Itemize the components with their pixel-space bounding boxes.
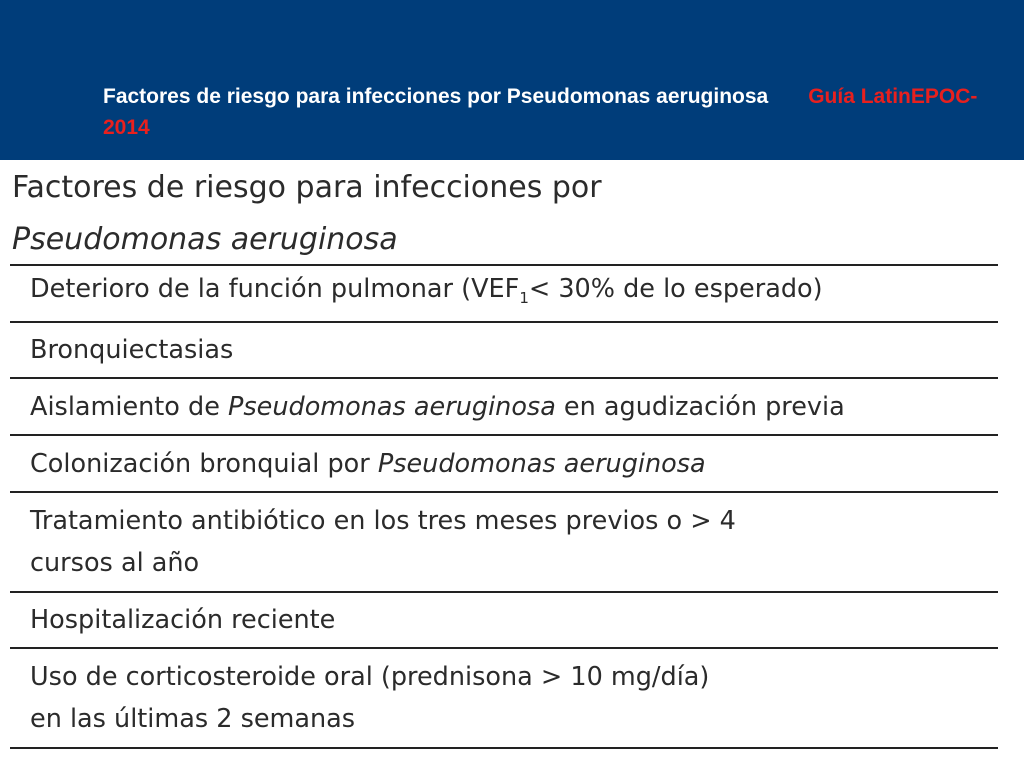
row-text-part: en agudización previa	[555, 391, 845, 422]
row-line1: Uso de corticosteroide oral (prednisona > 10 mg/día)	[30, 662, 710, 692]
table-row	[10, 379, 998, 436]
row-line1: Tratamiento antibiótico en los tres meses previos o > 4	[30, 506, 736, 536]
row-text-part: Deterioro de la función pulmonar (VEF	[30, 273, 520, 304]
risk-factor-table	[10, 264, 998, 749]
row-line2: cursos al año	[30, 548, 200, 578]
row-text-part: Colonización bronquial por	[30, 448, 378, 479]
header-banner	[0, 0, 1024, 160]
slide-title-text: Factores de riesgo para infecciones por Pseudomonas aeruginosa	[103, 85, 769, 108]
table-row	[10, 436, 998, 493]
table-row	[10, 493, 998, 593]
slide-title	[103, 81, 983, 143]
table-title-line1: Factores de riesgo para infecciones por	[12, 170, 602, 205]
row-italic-species: Pseudomonas aeruginosa	[377, 448, 706, 479]
table-row	[10, 266, 998, 323]
row-text: Bronquiectasias	[30, 335, 234, 365]
row-text-part: < 30% de lo esperado)	[528, 273, 823, 304]
table-title	[12, 162, 1002, 266]
table-row	[10, 593, 998, 649]
row-line2: en las últimas 2 semanas	[30, 704, 356, 734]
row-text: Hospitalización reciente	[30, 605, 336, 635]
row-text	[30, 386, 845, 428]
row-italic-species: Pseudomonas aeruginosa	[228, 391, 556, 422]
source-label: Guía LatinEPOC-2014	[103, 85, 978, 139]
row-text	[30, 443, 706, 485]
table-row	[10, 323, 998, 379]
row-text-part: Aislamiento de	[30, 391, 228, 422]
row-text	[30, 500, 736, 584]
row-text	[30, 656, 709, 740]
row-subscript: 1	[519, 289, 529, 308]
table-row	[10, 649, 998, 749]
row-text	[30, 268, 823, 319]
table-title-line2: Pseudomonas aeruginosa	[12, 222, 398, 257]
